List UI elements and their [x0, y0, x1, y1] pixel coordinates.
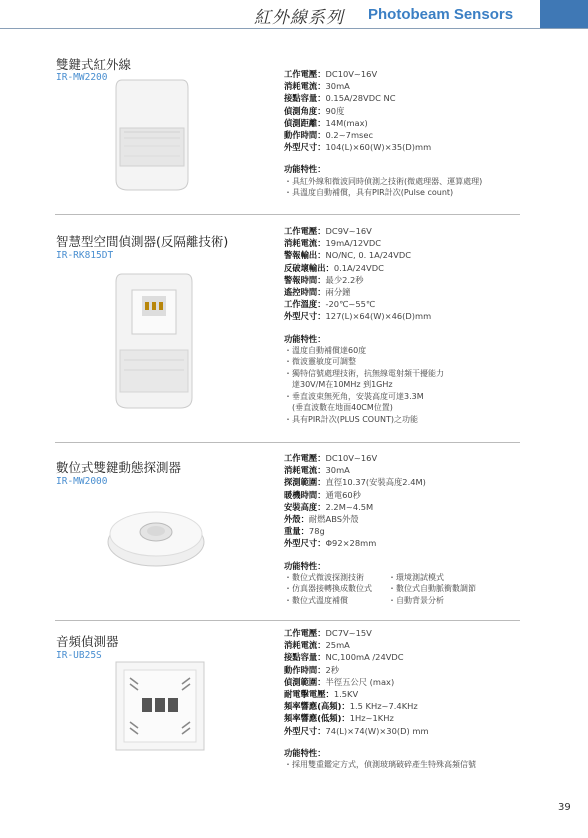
spec-value: 0.15A/28VDC NC: [325, 93, 396, 104]
spec-row: [284, 237, 544, 249]
spec-value: 2.2M~4.5M: [325, 501, 374, 512]
spec-label: 外型尺寸: [284, 538, 318, 549]
spec-colon: ：: [317, 250, 326, 261]
spec-label: 外型尺寸: [284, 311, 318, 322]
spec-value: 1Hz~1KHz: [349, 713, 394, 724]
feature-item: ・獨特信號處理技術，抗無線電射頻干擾能力: [284, 368, 444, 378]
spec-label: 反破壞輸出: [284, 262, 326, 273]
spec-colon: ：: [317, 117, 326, 128]
spec-row: [284, 310, 544, 322]
spec-row: [284, 627, 544, 639]
spec-row: [284, 262, 544, 274]
spec-label: 警報輸出: [284, 250, 318, 261]
page-number: 39: [558, 802, 571, 813]
spec-value: 30mA: [325, 465, 350, 476]
spec-value: 90度: [325, 105, 345, 116]
product-title: 音頻偵測器: [56, 634, 119, 649]
feature-item: ・具紅外線和微波同時偵測之技術(微處理器、運算處理): [284, 176, 483, 186]
spec-row: [284, 525, 544, 537]
spec-row: [284, 105, 544, 117]
spec-label: 消耗電流: [284, 238, 318, 249]
spec-list: [284, 68, 544, 199]
spec-value: DC7V~15V: [325, 628, 372, 638]
product-title: 雙鍵式紅外線: [56, 57, 132, 72]
spec-label: 偵測距離: [284, 117, 318, 128]
feature-item: ・自動背景分析: [388, 595, 444, 605]
spec-colon: ：: [317, 477, 326, 488]
spec-colon: ：: [317, 81, 326, 92]
spec-label: 工作溫度: [284, 299, 318, 310]
spec-row: [284, 249, 544, 261]
spec-colon: ：: [325, 689, 334, 700]
spec-colon: ：: [317, 465, 326, 476]
spec-row: [284, 225, 544, 237]
spec-list: [284, 225, 544, 425]
spec-colon: ：: [325, 262, 334, 273]
spec-value: DC9V~16V: [325, 226, 372, 236]
product-title: 智慧型空間偵測器(反隔離技術): [56, 234, 229, 249]
spec-row: [284, 117, 544, 129]
spec-colon: ：: [317, 501, 326, 512]
spec-value: 耐燃ABS外殼: [308, 514, 359, 525]
spec-row: [284, 476, 544, 488]
spec-label: 耐電擊電壓: [284, 689, 326, 700]
spec-row: [284, 700, 544, 712]
section-divider: [55, 442, 520, 443]
header-rule: [0, 28, 588, 29]
features-heading: 功能特性：: [284, 333, 326, 344]
spec-list: [284, 627, 544, 771]
spec-value: 19mA/12VDC: [325, 238, 382, 249]
product-image-space-detector: [112, 270, 196, 416]
product-image-pir-sensor: [110, 76, 194, 198]
spec-colon: ：: [317, 311, 326, 322]
spec-value: 通電60秒: [325, 489, 361, 500]
header-accent-block: [540, 0, 588, 28]
spec-row: [284, 489, 544, 501]
spec-value: 74(L)×74(W)×30(D) mm: [325, 725, 429, 736]
spec-row: [284, 286, 544, 298]
spec-value: 78g: [308, 526, 325, 537]
spec-value: 14M(max): [325, 117, 368, 128]
spec-label: 工作電壓: [284, 453, 318, 463]
spec-colon: ：: [317, 105, 326, 116]
spec-colon: ：: [317, 640, 326, 651]
spec-label: 遙控時間: [284, 287, 318, 298]
spec-row: [284, 725, 544, 737]
spec-label: 工作電壓: [284, 226, 318, 236]
spec-row: [284, 664, 544, 676]
spec-colon: ：: [317, 130, 326, 141]
spec-value: 30mA: [325, 81, 350, 92]
spec-row: [284, 464, 544, 476]
spec-colon: ：: [300, 526, 309, 537]
feature-item: 達30V/M在10MHz 到1GHz: [284, 380, 393, 390]
page-header: [0, 0, 588, 30]
feature-item: ・仿真器接轉換成數位式: [284, 584, 372, 594]
spec-colon: ：: [317, 725, 326, 736]
spec-colon: ：: [317, 274, 326, 285]
spec-colon: ：: [317, 628, 326, 638]
spec-value: NC,100mA /24VDC: [325, 652, 404, 663]
spec-value: 0.2~7msec: [325, 130, 374, 141]
section-divider: [55, 214, 520, 215]
feature-item: ・垂直波束無死角，安裝高度可達3.3M: [284, 391, 424, 401]
spec-label: 探測範圍: [284, 477, 318, 488]
series-title-en: Photobeam Sensors: [368, 6, 514, 23]
spec-colon: ：: [317, 93, 326, 104]
product-model: IR-MW2200: [56, 72, 108, 83]
spec-label: 消耗電流: [284, 640, 318, 651]
spec-colon: ：: [341, 713, 350, 724]
product-image-ceiling-detector: [104, 496, 208, 578]
spec-colon: ：: [317, 538, 326, 549]
feature-item: ・具溫度自動補償，具有PIR計次(Pulse count): [284, 188, 454, 198]
feature-item: ・數位式自動脈衝數調節: [388, 584, 476, 594]
spec-value: 1.5KV: [333, 689, 359, 700]
spec-value: DC10V~16V: [325, 69, 378, 79]
spec-label: 頻率響應(低頻): [284, 713, 342, 724]
spec-colon: ：: [317, 142, 326, 153]
spec-label: 外殼: [284, 514, 301, 525]
spec-row: [284, 688, 544, 700]
spec-colon: ：: [317, 453, 326, 463]
spec-value: DC10V~16V: [325, 453, 378, 463]
product-title: 數位式雙鍵動態探測器: [56, 460, 182, 475]
spec-label: 動作時間: [284, 664, 318, 675]
spec-value: 104(L)×60(W)×35(D)mm: [325, 142, 432, 153]
spec-value: 兩分鐘: [325, 287, 351, 298]
spec-label: 消耗電流: [284, 81, 318, 92]
product-model: IR-UB25S: [56, 650, 102, 661]
product-model: IR-RK815DT: [56, 250, 114, 261]
features-heading: 功能特性：: [284, 560, 326, 571]
spec-label: 偵測角度: [284, 105, 318, 116]
spec-value: 最少2.2秒: [325, 274, 364, 285]
spec-label: 接點容量: [284, 652, 318, 663]
spec-colon: ：: [317, 226, 326, 236]
feature-item: ・數位式微波探測技術: [284, 572, 364, 582]
feature-item: ・微波靈敏度可調整: [284, 357, 356, 367]
spec-row: [284, 501, 544, 513]
spec-row: [284, 452, 544, 464]
product-model: IR-MW2000: [56, 476, 108, 487]
product-image-glass-break-detector: [114, 660, 206, 758]
section-divider: [55, 620, 520, 621]
spec-label: 警報時間: [284, 274, 318, 285]
spec-label: 動作時間: [284, 130, 318, 141]
features-heading: 功能特性：: [284, 164, 326, 175]
spec-list: [284, 452, 544, 606]
features-heading: 功能特性：: [284, 747, 326, 758]
spec-row: [284, 92, 544, 104]
feature-item: ・具有PIR計次(PLUS COUNT)之功能: [284, 414, 418, 424]
spec-label: 暖機時間: [284, 489, 318, 500]
spec-colon: ：: [317, 69, 326, 79]
spec-colon: ：: [317, 299, 326, 310]
series-title-zh: 紅外線系列: [254, 8, 344, 28]
spec-colon: ：: [317, 489, 326, 500]
spec-label: 外型尺寸: [284, 142, 318, 153]
spec-label: 接點容量: [284, 93, 318, 104]
spec-colon: ：: [317, 238, 326, 249]
spec-label: 重量: [284, 526, 301, 537]
spec-row: [284, 68, 544, 80]
feature-item: ・數位式溫度補償: [284, 595, 348, 605]
spec-label: 消耗電流: [284, 465, 318, 476]
spec-row: [284, 513, 544, 525]
spec-row: [284, 537, 544, 549]
spec-colon: ：: [317, 652, 326, 663]
spec-value: 127(L)×64(W)×46(D)mm: [325, 311, 432, 322]
spec-colon: ：: [317, 287, 326, 298]
spec-value: 2秒: [325, 664, 340, 675]
spec-value: NO/NC, 0. 1A/24VDC: [325, 250, 412, 261]
spec-label: 工作電壓: [284, 69, 318, 79]
spec-value: 25mA: [325, 640, 350, 651]
spec-value: Φ92×28mm: [325, 538, 377, 549]
spec-value: 1.5 KHz~7.4KHz: [349, 701, 418, 712]
spec-row: [284, 712, 544, 724]
feature-item: (垂直波數在地面40CM位置): [284, 403, 393, 413]
feature-item: ・採用雙重鑑定方式，偵測玻璃破碎產生特殊高頻信號: [284, 760, 476, 770]
spec-value: 直徑10.37(安裝高度2.4M): [325, 477, 426, 488]
spec-row: [284, 676, 544, 688]
spec-row: [284, 298, 544, 310]
spec-label: 頻率響應(高頻): [284, 701, 342, 712]
spec-value: 0.1A/24VDC: [333, 262, 384, 273]
spec-label: 工作電壓: [284, 628, 318, 638]
feature-item: ・環境測試模式: [388, 572, 444, 582]
spec-row: [284, 129, 544, 141]
spec-colon: ：: [317, 664, 326, 675]
spec-label: 安裝高度: [284, 501, 318, 512]
spec-label: 外型尺寸: [284, 725, 318, 736]
spec-row: [284, 651, 544, 663]
spec-value: 半徑五公尺 (max): [325, 676, 395, 687]
spec-label: 偵測範圍: [284, 676, 318, 687]
spec-colon: ：: [341, 701, 350, 712]
spec-row: [284, 141, 544, 153]
feature-item: ・溫度自動補償達60度: [284, 345, 367, 355]
spec-colon: ：: [300, 514, 309, 525]
spec-colon: ：: [317, 676, 326, 687]
spec-row: [284, 80, 544, 92]
spec-value: -20℃~55℃: [325, 299, 376, 310]
spec-row: [284, 274, 544, 286]
spec-row: [284, 639, 544, 651]
